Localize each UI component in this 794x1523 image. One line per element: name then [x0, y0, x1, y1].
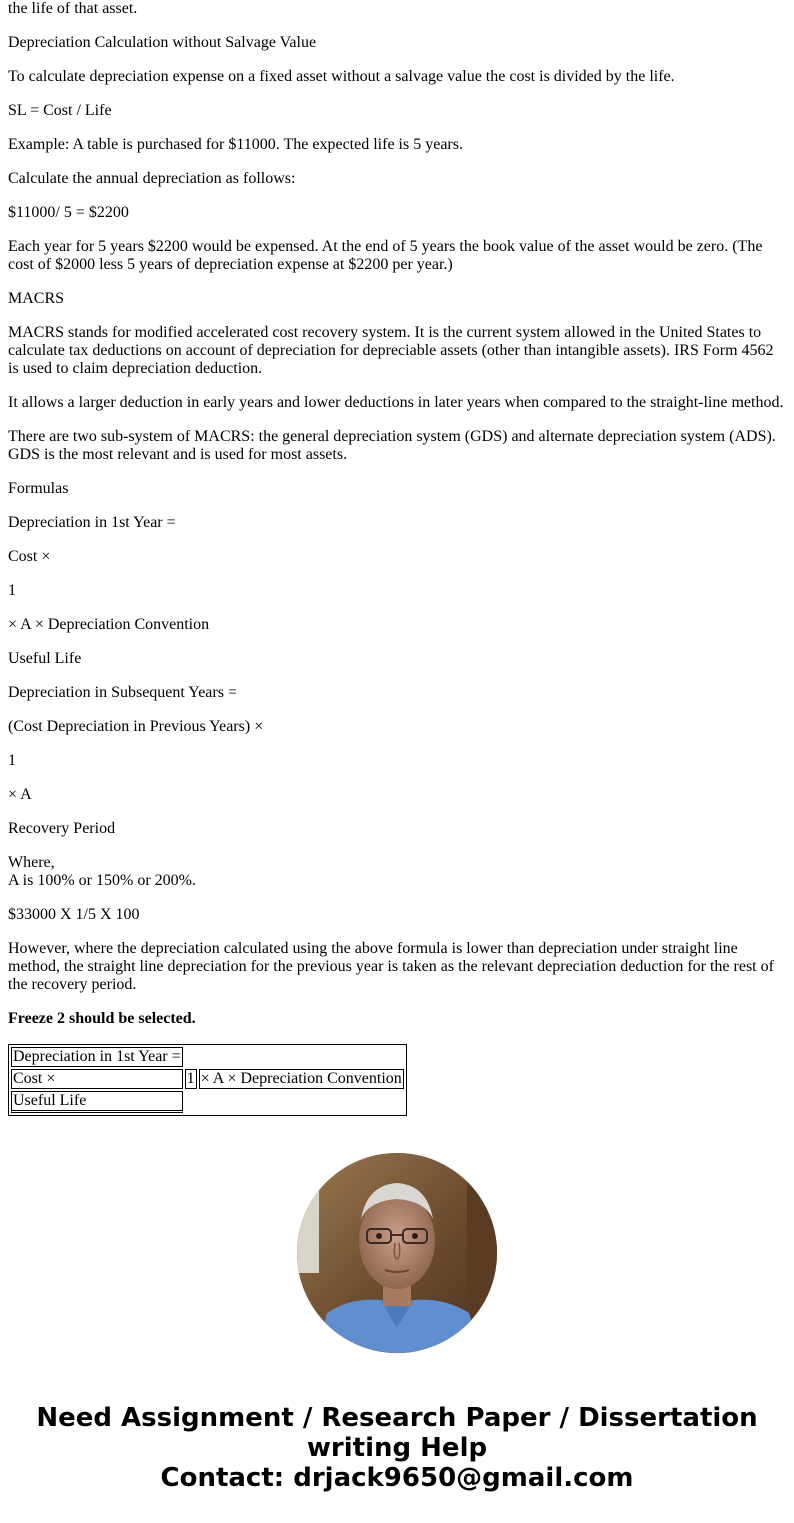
formula-line: 1 — [8, 752, 16, 769]
cta-line: Need Assignment / Research Paper / Dissertation — [36, 1403, 758, 1433]
formula-line: × A — [8, 786, 32, 803]
formula-one-cell: 1 — [186, 1070, 195, 1087]
formula-cost-cell: Cost × — [11, 1069, 183, 1089]
formula-line: $11000/ 5 = $2200 — [8, 204, 129, 221]
paragraph: However, where the depreciation calculated using the above formula is lower than depreciation under straight line method, the straight line depreciation for the previous year is taken as the relevant depreciation deduction for the rest of the recovery period. — [8, 940, 774, 993]
where-definition: A is 100% or 150% or 200%. — [8, 872, 196, 889]
author-portrait-image — [297, 1153, 497, 1353]
paragraph: There are two sub-system of MACRS: the general depreciation system (GDS) and alternate depreciation system (ADS). GDS is the most relevant and is used for most assets. — [8, 428, 776, 463]
section-heading: Depreciation Calculation without Salvage Value — [8, 34, 317, 51]
formula-useful-life-cell: Useful Life — [11, 1091, 183, 1113]
formula-line: Recovery Period — [8, 820, 116, 837]
section-heading: MACRS — [8, 290, 65, 307]
formula-line: × A × Depreciation Convention — [8, 616, 210, 633]
contact-email: Contact: drjack9650@gmail.com — [160, 1463, 634, 1493]
paragraph: Each year for 5 years $2200 would be expensed. At the end of 5 years the book value of the asset would be zero. (The cost of $2000 less 5 years of depreciation expense at $2200 per year.) — [8, 238, 763, 273]
paragraph: Calculate the annual depreciation as follows: — [8, 170, 296, 187]
answer-statement: Freeze 2 should be selected. — [8, 1010, 196, 1027]
formula-line: Depreciation in Subsequent Years = — [8, 684, 237, 701]
paragraph: To calculate depreciation expense on a fixed asset without a salvage value the cost is divided by the life. — [8, 68, 675, 85]
formula-line: Cost × — [8, 548, 51, 565]
formula-line: Depreciation in 1st Year = — [8, 514, 176, 531]
formula-row-title: Depreciation in 1st Year = — [13, 1048, 181, 1065]
paragraph: MACRS stands for modified accelerated cost recovery system. It is the current system allowed in the United States to calculate tax deductions on account of depreciation for depreciable assets (other than intangible assets). IRS Form 4562 is used to claim depreciation deduction. — [8, 324, 774, 377]
where-label: Where, — [8, 854, 55, 871]
cta-line: writing Help — [306, 1433, 488, 1463]
formula-line: SL = Cost / Life — [8, 102, 112, 119]
example-calculation: $33000 X 1/5 X 100 — [8, 906, 140, 923]
section-heading: Formulas — [8, 480, 69, 497]
paragraph: It allows a larger deduction in early years and lower deductions in later years when compared to the straight-line method. — [8, 394, 784, 411]
formula-line: 1 — [8, 582, 16, 599]
paragraph: the life of that asset. — [8, 0, 138, 17]
formula-factor-cell: × A × Depreciation Convention — [200, 1070, 402, 1087]
paragraph: Example: A table is purchased for $11000. The expected life is 5 years. — [8, 136, 463, 153]
formula-line: Useful Life — [8, 650, 82, 667]
formula-line: (Cost Depreciation in Previous Years) × — [8, 718, 264, 735]
article-body — [8, 0, 786, 1116]
author-avatar — [297, 1153, 497, 1353]
formula-table — [8, 1044, 407, 1116]
where-paragraph — [8, 854, 786, 890]
contact-banner — [0, 1403, 794, 1493]
